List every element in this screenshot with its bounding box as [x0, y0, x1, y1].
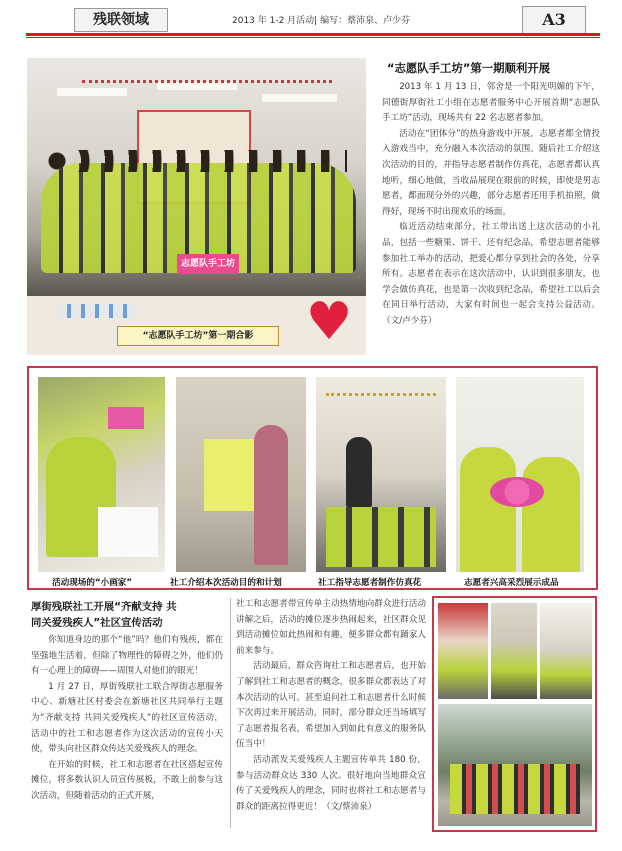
strip-photo-presentation	[176, 377, 306, 572]
article1-paragraph: 2013 年 1 月 13 日，邻舍是一个阳光明媚的下午，同德街厚街社工小组在志愿者服务中心开展首期“志愿队手工坊”活动，现场共有 22 名志愿者参加。	[382, 82, 600, 124]
flip-chart	[204, 439, 256, 511]
drawing-paper	[98, 507, 158, 557]
presenter-figure	[254, 425, 288, 565]
ceiling-light	[262, 94, 337, 102]
ceiling-decor	[326, 385, 436, 396]
paper-flowers	[490, 477, 544, 507]
article2-title-line1: 厚街残联社工开展“齐献支持 共	[31, 601, 177, 613]
photo-caption-banner	[117, 326, 279, 346]
article2-paragraph: 在开始的时候，社工和志愿者在社区搭起宣传摊位，将多数认识人员宣传展板，不敢上前参与这次活动，但随着活动的正式开展，	[31, 759, 223, 801]
article2-paragraph: 你知道身边的那个“他”吗？他们有残疾，都在坚强地生活着，但除了物理性的障碍之外，他们仍有一心理上的障碍——周围人对他们的眼光！	[31, 635, 223, 677]
standing-figure	[346, 437, 372, 507]
article1-paragraph: 活动在“团体分”的热身游戏中开展，志愿者都全情投入游戏当中，充分融入本次活动的氛围。随后社工介绍这次活动的目的，并指导志愿者制作仿真花，志愿者都认真地听，细心地做，当收品展现在眼前的时候，即使是男志愿者，都面现分外的兴趣，部分志愿者还用手机拍照，做得好，现场不时出现欢乐的场面。	[382, 128, 600, 217]
group-volunteers	[450, 764, 580, 814]
team-sign-text: 志愿队手工坊	[180, 259, 235, 269]
strip-caption: 社工介绍本次活动目的和计划	[170, 578, 282, 588]
article2-title-line2: 同关爱残疾人”社区宣传活动	[31, 617, 163, 629]
heart-decoration: ♥	[305, 292, 353, 352]
section-title: 残联领域	[74, 8, 168, 32]
people-heads	[47, 150, 347, 172]
collage-photo-1	[438, 603, 488, 699]
strip-caption: 活动现场的“小画家”	[52, 578, 133, 588]
column-divider	[230, 598, 231, 828]
volunteer-left	[460, 447, 516, 572]
garland-decoration	[82, 70, 332, 83]
article2-col1	[31, 633, 223, 805]
strip-photo-showcase	[456, 377, 584, 572]
craft-items	[57, 304, 137, 318]
article2-paragraph: 1 月 27 日，厚街残联社工联合厚街志愿服务中心、新塘社区村委会在新塘社区共同举行主题为“齐献支持 共同关爱残疾人”的社区宣传活动，活动中的社工和志愿者作为这次活动的宣传小天使，带头向社区群众传达关爱残疾人的理念。	[31, 681, 223, 755]
team-sign	[177, 254, 239, 274]
header-divider-thin	[26, 37, 600, 38]
article2-paragraph: 活动派发关爱残疾人主题宣传单共 180 份，参与活动群众达 330 人次。很好地向当地群众宣传了关爱残疾人的理念，同时也将社工和志愿者与群众的距离拉得更近！（文/蔡沛泉）	[236, 754, 426, 812]
group-photo	[27, 58, 366, 355]
strip-caption: 志愿者兴高采烈展示成品	[464, 578, 559, 588]
article2-col2	[236, 597, 426, 815]
collage-photo-group	[438, 704, 592, 826]
article1-title: “志愿队手工坊”第一期顺利开展	[387, 61, 551, 75]
strip-caption: 社工指导志愿者制作仿真花	[318, 578, 422, 588]
collage-photo-3	[540, 603, 592, 699]
header-divider	[26, 33, 600, 36]
issue-info: 2013 年 1-2 月活动| 编写：蔡沛泉、卢少芬	[232, 16, 411, 26]
seated-volunteers	[326, 507, 436, 567]
photo-caption: “志愿队手工坊”第一期合影	[142, 331, 254, 341]
article1-paragraph: 临近活动结束部分，社工带出送上这次活动的小礼品，包括一些糖果、饼干、还有纪念品，希望志愿者能够参加社工举办的活动，把爱心都分享到社会的各处，分享所有。志愿者在表示在这次活动中，认识到很多朋友，也学会做仿真花，也是第一次收到纪念品，希望社工以后会在同日举行活动，大家有时间也一起会支持公益活动。（文/卢少芬）	[382, 222, 600, 326]
article1-body	[382, 80, 600, 330]
ceiling-light	[157, 82, 237, 90]
article2-paragraph: 社工和志愿者带宣传单主动热情地向群众进行活动讲解之后，活动的摊位逐步热闹起来，社区群众见到活动摊位如此热闹和有趣，便多群众都有踊家人前来参与。	[236, 599, 426, 656]
ceiling-light	[57, 88, 127, 96]
page-number: A3	[522, 6, 586, 34]
collage-photo-2	[491, 603, 537, 699]
pink-paper	[108, 407, 144, 429]
strip-photo-painting	[38, 377, 165, 572]
volunteer-right	[522, 457, 580, 572]
article2-paragraph: 活动最后，群众咨询社工和志愿者后，也开始了解到社工和志愿者的概念，很多群众都表达了对本次活动的认可。甚至追问社工和志愿者什么时候下次再过来开展活动，同时，部分群众还当场填写了志愿者报名表，希望加入到如此有意义的服务队伍当中！	[236, 661, 426, 750]
strip-photo-guidance	[316, 377, 446, 572]
